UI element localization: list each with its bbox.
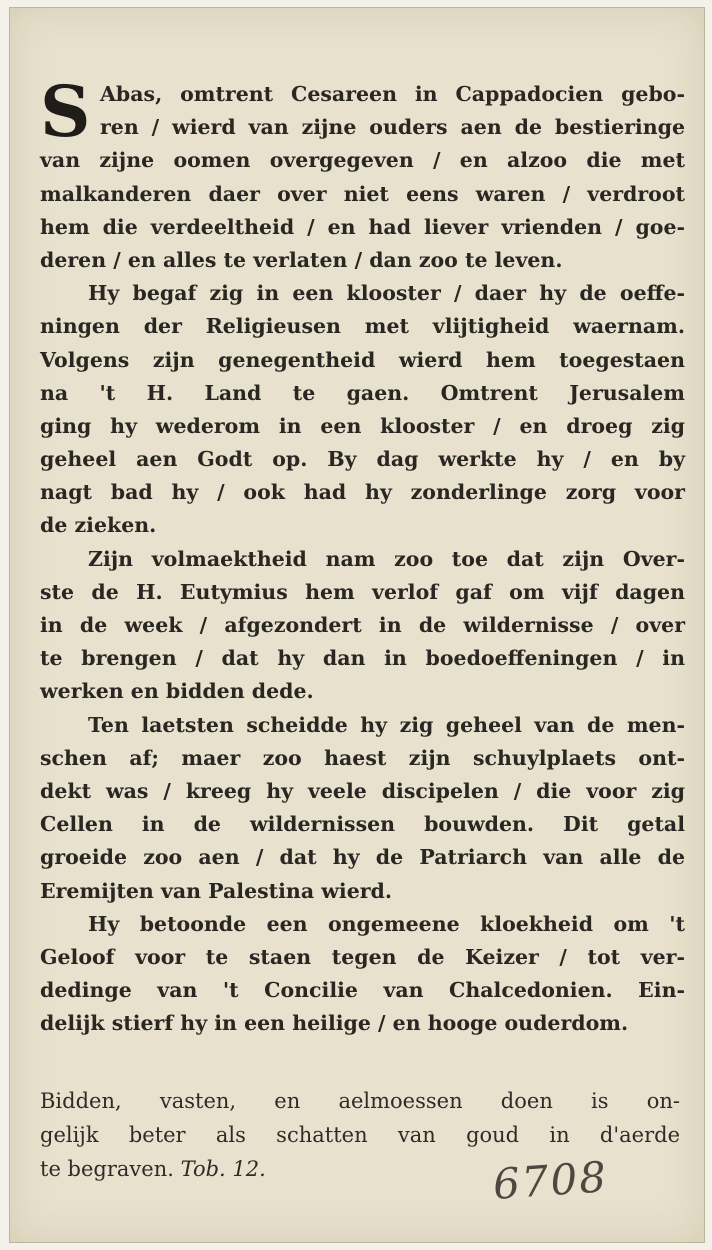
text-line: ningen der Religieusen met vlijtigheid waernam.: [40, 314, 685, 339]
handwritten-number: 6708: [491, 1152, 610, 1209]
text-line: geheel aen Godt op. By dag werkte hy / en by: [40, 447, 685, 472]
text-line: deren / en alles te verlaten / dan zoo te leven.: [40, 247, 563, 272]
text-line: Geloof voor te staen tegen de Keizer / tot ver-: [40, 944, 685, 969]
paper-sheet: [9, 7, 705, 1243]
text-line: Zijn volmaektheid nam zoo toe dat zijn Over-: [88, 546, 685, 571]
text-line: hem die verdeeltheid / en had liever vrienden / goe-: [40, 214, 685, 239]
text-line: ren / wierd van zijne ouders aen de bestieringe: [100, 115, 685, 140]
text-line: groeide zoo aen / dat hy de Patriarch van alle de: [40, 845, 685, 870]
text-line: Eremijten van Palestina wierd.: [40, 878, 393, 903]
text-line: dekt was / kreeg hy veele discipelen / die voor zig: [40, 778, 685, 803]
quote-reference: Tob. 12.: [180, 1157, 266, 1181]
text-line: Ten laetsten scheidde hy zig geheel van de men-: [88, 712, 685, 737]
text-line: na 't H. Land te gaen. Omtrent Jerusalem: [40, 380, 685, 405]
text-line: dedinge van 't Concilie van Chalcedonien. Ein-: [40, 978, 685, 1003]
drop-cap: S: [40, 70, 91, 153]
text-line: te brengen / dat hy dan in boedoeffeningen / in: [40, 646, 685, 671]
text-line: de zieken.: [40, 513, 157, 538]
text-line: Hy betoonde een ongemeene kloekheid om 't: [88, 911, 685, 936]
quote-line: Bidden, vasten, en aelmoessen doen is on-: [40, 1089, 680, 1113]
text-line: Cellen in de wildernissen bouwden. Dit getal: [40, 812, 685, 837]
text-line: schen af; maer zoo haest zijn schuylplaets ont-: [40, 745, 685, 770]
text-line: ste de H. Eutymius hem verlof gaf om vijf dagen: [40, 579, 685, 604]
text-line: werken en bidden dede.: [40, 679, 314, 704]
text-line: van zijne oomen overgegeven / en alzoo die met: [40, 148, 685, 173]
text-line: Hy begaf zig in een klooster / daer hy de oeffe-: [88, 281, 685, 306]
text-line: Abas, omtrent Cesareen in Cappadocien gebo-: [100, 82, 685, 106]
text-line: nagt bad hy / ook had hy zonderlinge zorg voor: [40, 480, 685, 505]
text-line: delijk stierf hy in een heilige / en hooge ouderdom.: [40, 1011, 629, 1036]
text-line: in de week / afgezondert in de wildernisse / over: [40, 613, 685, 637]
text-line: ging hy wederom in een klooster / en droeg zig: [40, 413, 685, 438]
main-text-block: [40, 70, 685, 1040]
quote-line: gelijk beter als schatten van goud in d'aerde: [40, 1123, 680, 1147]
text-line: Volgens zijn genegentheid wierd hem toegestaen: [40, 347, 685, 372]
quote-last-line-text: te begraven.: [40, 1157, 174, 1181]
text-line: malkanderen daer over niet eens waren / verdroot: [40, 181, 685, 206]
